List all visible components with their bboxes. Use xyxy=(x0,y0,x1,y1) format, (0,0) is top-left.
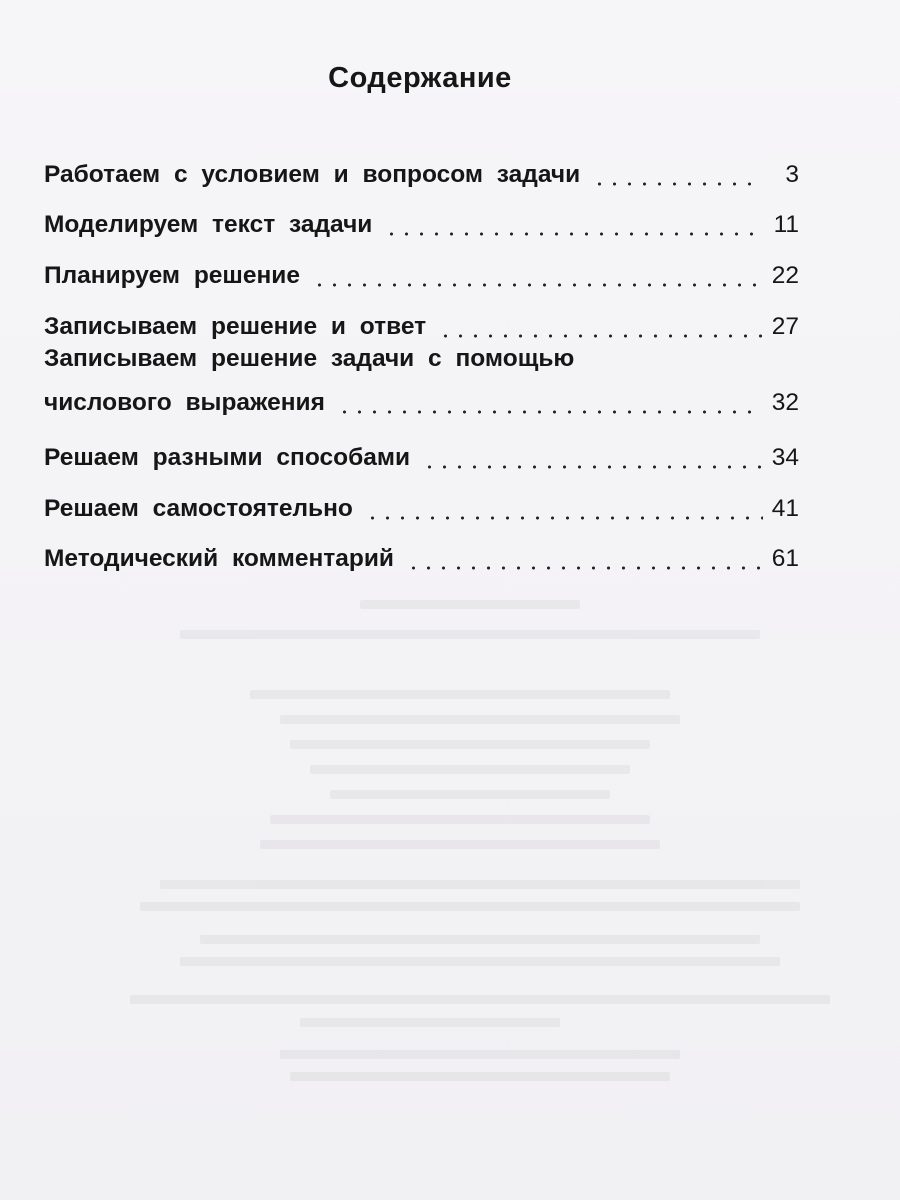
toc-entry[interactable] xyxy=(44,253,799,291)
dot-leader xyxy=(438,312,763,342)
toc-entry[interactable] xyxy=(44,202,799,240)
toc-entry-label: Решаем самостоятельно xyxy=(44,495,353,522)
toc-entry-page: 34 xyxy=(771,444,799,471)
dot-leader xyxy=(312,261,763,291)
dot-leader xyxy=(337,388,763,418)
dot-leader xyxy=(384,210,763,240)
toc-entry[interactable] xyxy=(44,486,799,524)
toc-entry-label: Записываем решение и ответ xyxy=(44,313,427,340)
page-title: Содержание xyxy=(328,62,512,94)
dot-leader xyxy=(406,544,763,574)
toc-entry-page: 3 xyxy=(785,161,799,188)
toc-entry-label-line1: Записываем решение задачи с помощью xyxy=(44,345,575,372)
toc-entry[interactable] xyxy=(44,536,799,574)
toc-entry-label: Работаем с условием и вопросом задачи xyxy=(44,161,581,188)
toc-entry[interactable] xyxy=(44,152,799,190)
toc-entry[interactable] xyxy=(44,435,799,473)
toc-entry-label: Моделируем текст задачи xyxy=(44,211,373,238)
toc-entry-page: 61 xyxy=(771,545,799,572)
toc-entry[interactable] xyxy=(44,304,799,342)
toc-entry-page: 22 xyxy=(771,262,799,289)
toc-entry-label-line2: числового выражения xyxy=(44,389,325,416)
dot-leader xyxy=(592,160,763,190)
toc-entry-label: Решаем разными способами xyxy=(44,444,411,471)
toc-entry-label: Методический комментарий xyxy=(44,545,394,572)
dot-leader xyxy=(422,443,763,473)
dot-leader xyxy=(365,494,763,524)
toc-entry-page: 27 xyxy=(771,313,799,340)
reverse-side-bleed-through xyxy=(120,590,820,1150)
toc-entry[interactable] xyxy=(44,344,799,418)
toc-entry-page: 41 xyxy=(771,495,799,522)
toc-entry-label: Планируем решение xyxy=(44,262,300,289)
toc-entry-page: 11 xyxy=(773,211,799,238)
toc-entry-page: 32 xyxy=(771,389,799,416)
